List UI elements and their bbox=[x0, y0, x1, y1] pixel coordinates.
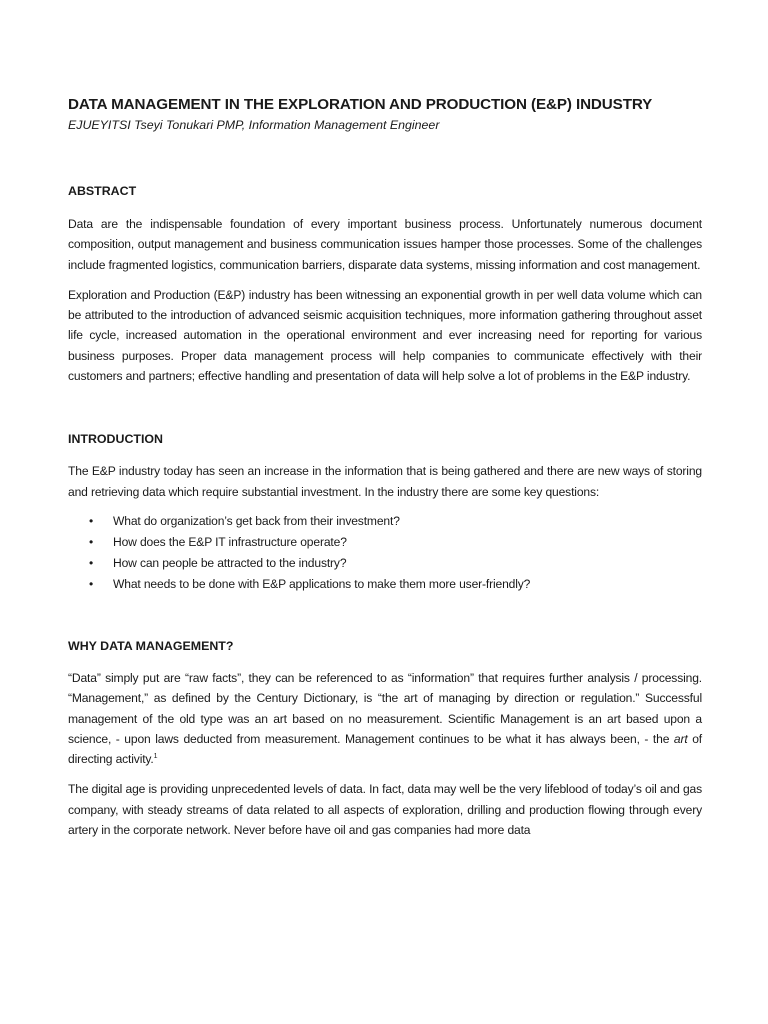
document-page bbox=[68, 94, 702, 840]
abstract-heading: ABSTRACT bbox=[68, 184, 137, 198]
list-item: • What do organization’s get back from their investment? bbox=[68, 511, 702, 532]
footnote-marker: 1 bbox=[153, 753, 158, 761]
introduction-heading: INTRODUCTION bbox=[68, 432, 163, 447]
introduction-paragraph: The E&P industry today has seen an increase in the information that is being gathered and there are new ways of storing and retrieving data which require substantial investment. In the industry there are some key questions: bbox=[68, 464, 702, 499]
why-heading: WHY DATA MANAGEMENT? bbox=[68, 638, 234, 653]
abstract-paragraph-2: Exploration and Production (E&P) industry has been witnessing an exponential growth in per well data volume which can be attributed to the introduction of advanced seismic acquisition techniques, more information gathering throughout asset life cycle, increased automation in the operational environment and ever increasing need for reporting for various business purposes. Proper data management process will help companies to communicate effectively with their customers and partners; effective handling and presentation of data will help solve a lot of problems in the E&P industry. bbox=[68, 287, 702, 384]
why-paragraph-1: “Data” simply put are “raw facts”, they can be referenced to as “information” that requires further analysis / processing. “Management,” as defined by the Century Dictionary, is “the art of managing by direction or regulation.” Successful management of the old type was an art based on no measurement. Scientific Management is an art based upon a science, - upon laws deducted from measurement. Management continues to be what it has always been, - the art of directing activity.$^1$ bbox=[68, 670, 702, 767]
list-item: • What needs to be done with E&P applications to make them more user-friendly? bbox=[68, 574, 702, 595]
bullet-icon: • bbox=[89, 555, 94, 570]
list-item: • How can people be attracted to the industry? bbox=[68, 553, 702, 574]
why-paragraph-2: The digital age is providing unprecedented levels of data. In fact, data may well be the very lifeblood of today’s oil and gas company, with steady streams of data related to all aspects of exploration, drilling and production flowing through every artery in the corporate network. Never before have oil and gas companies had more data bbox=[68, 782, 702, 838]
bullet-icon: • bbox=[89, 576, 94, 591]
author-line: EJUEYITSI Tseyi Tonukari PMP, Information Management Engineer bbox=[68, 118, 440, 132]
abstract-paragraph-1: Data are the indispensable foundation of every important business process. Unfortunately numerous document composition, output management and business communication issues hamper those processes. Some of the challenges include fragmented logistics, communication barriers, disparate data systems, missing information and cost management. bbox=[68, 217, 702, 272]
bullet-icon: • bbox=[89, 534, 94, 549]
document-title: DATA MANAGEMENT IN THE EXPLORATION AND PRODUCTION (E&P) INDUSTRY bbox=[68, 96, 653, 113]
bullet-icon: • bbox=[89, 513, 94, 528]
questions-list bbox=[68, 511, 702, 595]
list-item: • How does the E&P IT infrastructure operate? bbox=[68, 532, 702, 553]
